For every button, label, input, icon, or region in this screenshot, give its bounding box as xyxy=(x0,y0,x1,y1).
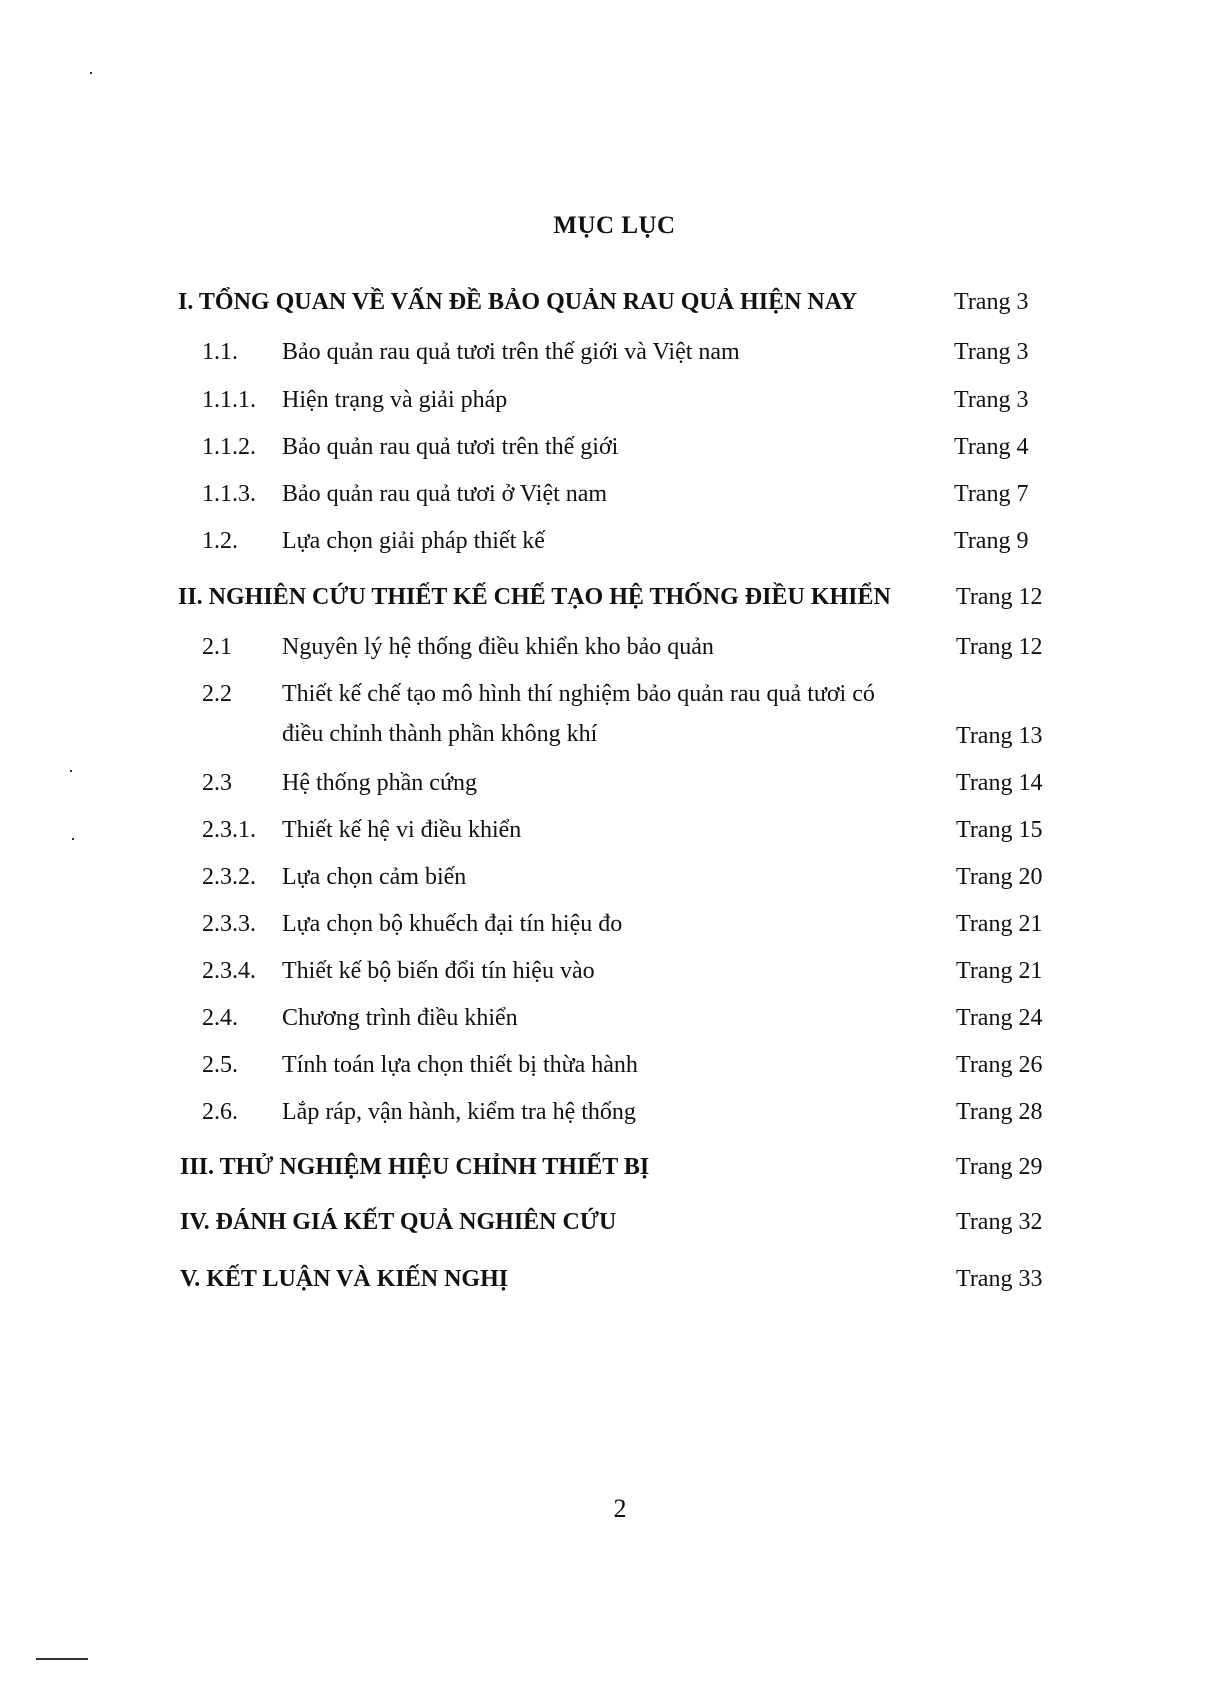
toc-entry-number: 2.6. xyxy=(202,1099,238,1125)
toc-page-ref: Trang 28 xyxy=(956,1099,1043,1125)
toc-entry-title: Lắp ráp, vận hành, kiểm tra hệ thống xyxy=(282,1099,636,1125)
toc-entry-number: 1.1.3. xyxy=(202,481,256,507)
toc-entry-1-2 xyxy=(202,525,942,557)
toc-entry-title: Nguyên lý hệ thống điều khiển kho bảo quản xyxy=(282,634,714,660)
toc-entry-number: 2.2 xyxy=(202,681,232,707)
toc-page-ref: Trang 32 xyxy=(956,1209,1043,1235)
toc-entry-title: Lựa chọn giải pháp thiết kế xyxy=(282,528,545,554)
toc-entry-number: 2.3.1. xyxy=(202,817,256,843)
toc-section-4 xyxy=(180,1206,940,1238)
toc-entry-title: Lựa chọn bộ khuếch đại tín hiệu đo xyxy=(282,911,623,937)
toc-page-ref: Trang 3 xyxy=(954,289,1029,315)
toc-entry-title: Thiết kế chế tạo mô hình thí nghiệm bảo quản rau quả tươi có xyxy=(282,681,875,707)
toc-entry-title: Hiện trạng và giải pháp xyxy=(282,387,508,413)
toc-entry-title: Bảo quản rau quả tươi ở Việt nam xyxy=(282,481,608,507)
toc-page-ref: Trang 15 xyxy=(956,817,1043,843)
toc-section-title: III. THỬ NGHIỆM HIỆU CHỈNH THIẾT BỊ xyxy=(180,1154,650,1180)
toc-entry-2-4 xyxy=(202,1002,942,1034)
toc-entry-number: 1.1. xyxy=(202,339,238,365)
page-title: MỤC LỤC xyxy=(553,212,676,239)
toc-entry-2-3 xyxy=(202,767,942,799)
toc-entry-number: 1.2. xyxy=(202,528,238,554)
toc-section-3 xyxy=(180,1151,940,1183)
toc-entry-title: Bảo quản rau quả tươi trên thế giới xyxy=(282,434,619,460)
toc-entry-1-1-3 xyxy=(202,478,942,510)
toc-entry-number: 2.4. xyxy=(202,1005,238,1031)
toc-section-title: II. NGHIÊN CỨU THIẾT KẾ CHẾ TẠO HỆ THỐNG ĐIỀU KHIỂN xyxy=(178,584,891,610)
toc-entry-1-1 xyxy=(202,336,942,368)
toc-entry-2-3-3 xyxy=(202,908,942,940)
toc-section-title: I. TỔNG QUAN VỀ VẤN ĐỀ BẢO QUẢN RAU QUẢ HIỆN NAY xyxy=(178,289,858,315)
toc-entry-number: 2.3.2. xyxy=(202,864,256,890)
toc-entry-number: 2.3.3. xyxy=(202,911,256,937)
toc-page-ref: Trang 29 xyxy=(956,1154,1043,1180)
toc-entry-title: điều chỉnh thành phần không khí xyxy=(282,721,598,747)
scan-artifact-dot xyxy=(90,72,92,74)
page-number: 2 xyxy=(613,1494,627,1523)
toc-page-ref: Trang 12 xyxy=(956,584,1043,610)
toc-page-ref: Trang 3 xyxy=(954,387,1029,413)
toc-entry-2-6 xyxy=(202,1096,942,1128)
toc-page-ref: Trang 4 xyxy=(954,434,1029,460)
scan-artifact-dot xyxy=(70,770,72,772)
toc-page-ref: Trang 21 xyxy=(956,958,1043,984)
toc-page-ref: Trang 14 xyxy=(956,770,1043,796)
toc-entry-title: Bảo quản rau quả tươi trên thế giới và Việt nam xyxy=(282,339,740,365)
toc-entry-number: 1.1.1. xyxy=(202,387,256,413)
toc-section-title: V. KẾT LUẬN VÀ KIẾN NGHỊ xyxy=(180,1266,509,1292)
toc-page-ref: Trang 9 xyxy=(954,528,1029,554)
toc-page-ref: Trang 24 xyxy=(956,1005,1043,1031)
toc-entry-2-3-4 xyxy=(202,955,942,987)
toc-entry-number: 2.1 xyxy=(202,634,232,660)
toc-entry-2-2 xyxy=(202,678,942,710)
toc-page-ref: Trang 7 xyxy=(954,481,1029,507)
toc-entry-2-3-1 xyxy=(202,814,942,846)
toc-entry-2-5 xyxy=(202,1049,942,1081)
scan-artifact-dot xyxy=(72,838,74,840)
toc-section-5 xyxy=(180,1263,940,1295)
toc-page-ref: Trang 26 xyxy=(956,1052,1043,1078)
toc-entry-title: Thiết kế hệ vi điều khiển xyxy=(282,817,522,843)
toc-entry-title: Chương trình điều khiển xyxy=(282,1005,518,1031)
scan-artifact-line xyxy=(36,1658,88,1660)
toc-entry-number: 1.1.2. xyxy=(202,434,256,460)
toc-entry-2-3-2 xyxy=(202,861,942,893)
toc-page-ref: Trang 12 xyxy=(956,634,1043,660)
toc-entry-title: Thiết kế bộ biến đổi tín hiệu vào xyxy=(282,958,595,984)
toc-entry-title: Tính toán lựa chọn thiết bị thừa hành xyxy=(282,1052,638,1078)
toc-entry-2-2-continued xyxy=(202,718,942,750)
toc-page-ref: Trang 20 xyxy=(956,864,1043,890)
toc-entry-1-1-2 xyxy=(202,431,942,463)
toc-page-ref: Trang 33 xyxy=(956,1266,1043,1292)
toc-page-ref: Trang 21 xyxy=(956,911,1043,937)
toc-section-2 xyxy=(178,581,938,613)
toc-entry-title: Hệ thống phần cứng xyxy=(282,770,477,796)
toc-page-ref: Trang 3 xyxy=(954,339,1029,365)
toc-page-ref: Trang 13 xyxy=(956,723,1043,749)
toc-entry-number: 2.3.4. xyxy=(202,958,256,984)
toc-entry-title: Lựa chọn cảm biến xyxy=(282,864,467,890)
toc-entry-number: 2.5. xyxy=(202,1052,238,1078)
toc-entry-1-1-1 xyxy=(202,384,942,416)
toc-section-1 xyxy=(178,286,938,318)
toc-entry-number: 2.3 xyxy=(202,770,232,796)
toc-section-title: IV. ĐÁNH GIÁ KẾT QUẢ NGHIÊN CỨU xyxy=(180,1209,617,1235)
toc-entry-2-1 xyxy=(202,631,942,663)
